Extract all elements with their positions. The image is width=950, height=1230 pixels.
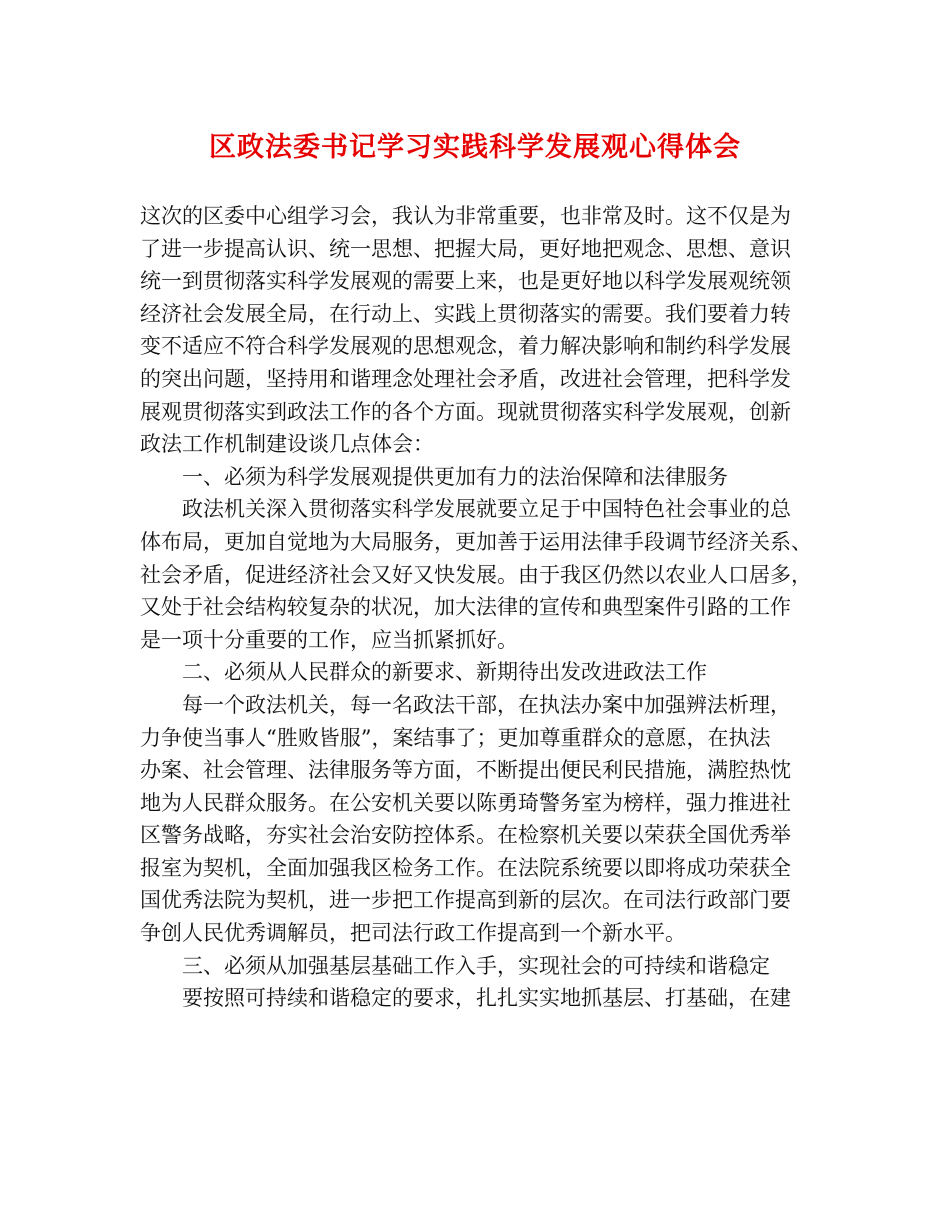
paragraph-line: 争创人民优秀调解员，把司法行政工作提高到一个新水平。	[140, 921, 686, 946]
paragraph-line: 地为人民群众服务。在公安机关要以陈勇琦警务室为榜样，强力推进社	[140, 790, 791, 815]
document-title: 区政法委书记学习实践科学发展观心得体会	[209, 132, 741, 163]
paragraph-line-indented: 二、必须从人民群众的新要求、新期待出发改进政法工作	[182, 660, 707, 685]
paragraph-line: 展观贯彻落实到政法工作的各个方面。现就贯彻落实科学发展观，创新	[140, 399, 791, 424]
paragraph-line: 办案、社会管理、法律服务等方面，不断提出便民利民措施，满腔热忱	[140, 758, 791, 783]
paragraph-line: 体布局，更加自觉地为大局服务，更加善于运用法律手段调节经济关系、	[140, 529, 812, 554]
paragraph-line: 社会矛盾，促进经济社会又好又快发展。由于我区仍然以农业人口居多，	[140, 562, 812, 587]
paragraph-line-indented: 一、必须为科学发展观提供更加有力的法治保障和法律服务	[182, 464, 728, 489]
paragraph-line: 这次的区委中心组学习会，我认为非常重要，也非常及时。这不仅是为	[140, 204, 791, 228]
paragraph-line: 的突出问题，坚持用和谐理念处理社会矛盾，改进社会管理，把科学发	[140, 366, 791, 391]
paragraph-line: 经济社会发展全局，在行动上、实践上贯彻落实的需要。我们要着力转	[140, 301, 791, 326]
paragraph-line: 报室为契机，全面加强我区检务工作。在法院系统要以即将成功荣获全	[140, 855, 791, 880]
paragraph-line: 又处于社会结构较复杂的状况，加大法律的宣传和典型案件引路的工作	[140, 595, 791, 620]
paragraph-line: 区警务战略，夯实社会治安防控体系。在检察机关要以荣获全国优秀举	[140, 823, 791, 848]
document-body	[140, 200, 820, 1015]
paragraph-line: 统一到贯彻落实科学发展观的需要上来，也是更好地以科学发展观统领	[140, 269, 791, 294]
paragraph-line: 国优秀法院为契机，进一步把工作提高到新的层次。在司法行政部门要	[140, 888, 791, 913]
paragraph-line-indented: 每一个政法机关，每一名政法干部，在执法办案中加强辨法析理，	[182, 692, 791, 717]
paragraph-line: 力争使当事人“胜败皆服”，案结事了；更加尊重群众的意愿，在执法	[140, 725, 771, 750]
paragraph-line-indented: 三、必须从加强基层基础工作入手，实现社会的可持续和谐稳定	[182, 953, 770, 978]
paragraph-line: 政法工作机制建设谈几点体会：	[140, 432, 434, 457]
paragraph-line-indented: 要按照可持续和谐稳定的要求，扎扎实实地抓基层、打基础，在建	[182, 986, 791, 1011]
paragraph-line: 变不适应不符合科学发展观的思想观念，着力解决影响和制约科学发展	[140, 334, 791, 359]
paragraph-line: 了进一步提高认识、统一思想、把握大局，更好地把观念、思想、意识	[140, 236, 791, 261]
paragraph-line: 是一项十分重要的工作，应当抓紧抓好。	[140, 627, 518, 652]
paragraph-line-indented: 政法机关深入贯彻落实科学发展就要立足于中国特色社会事业的总	[182, 497, 791, 522]
